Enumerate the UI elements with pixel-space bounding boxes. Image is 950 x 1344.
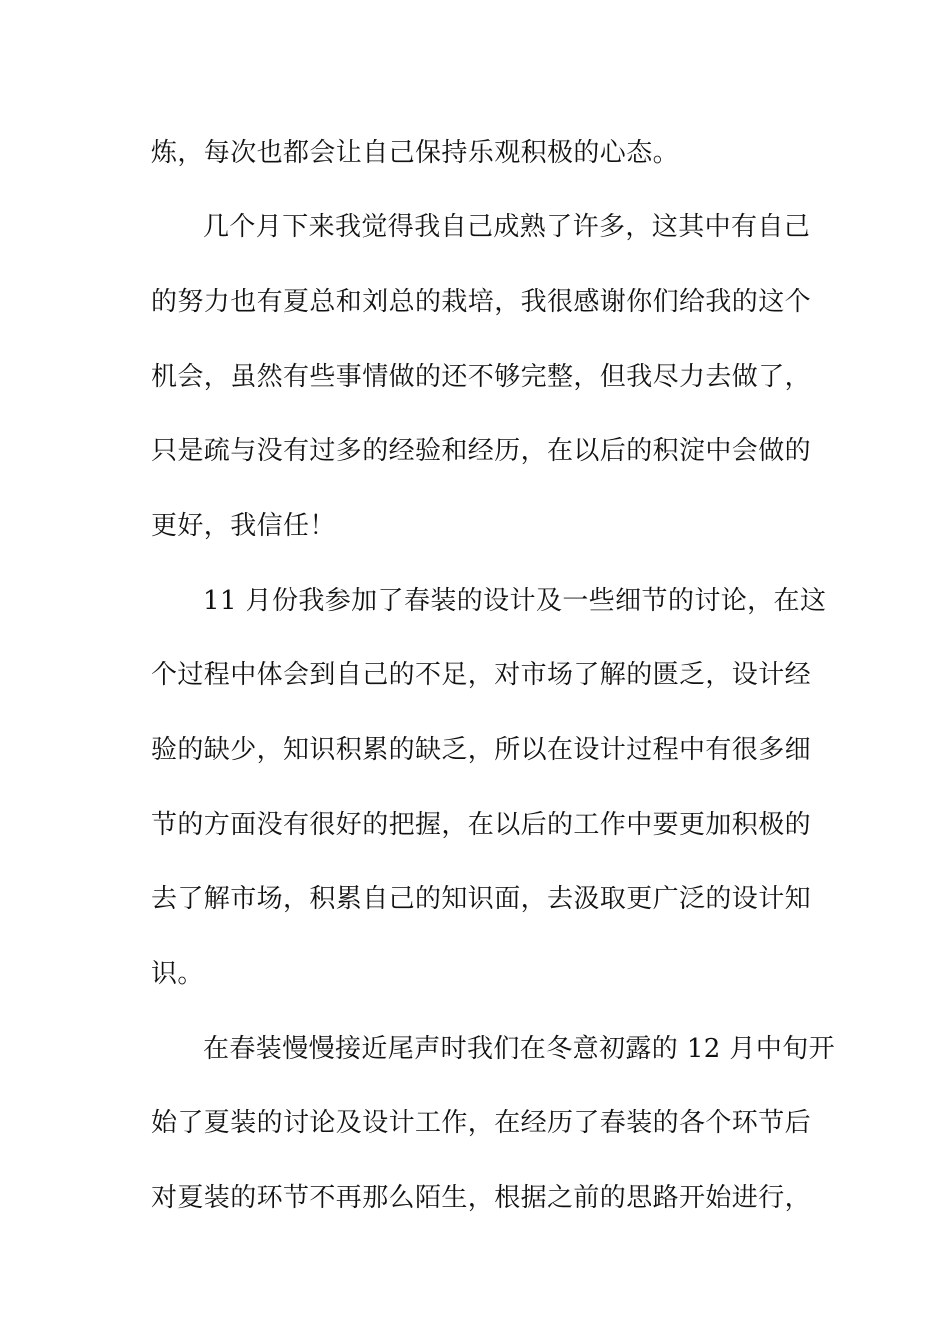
paragraph-start-line: 11 月份我参加了春装的设计及一些细节的讨论，在这 — [203, 586, 827, 616]
text-line: 对夏装的环节不再那么陌生，根据之前的思路开始进行， — [151, 1183, 812, 1213]
text-line: 炼，每次也都会让自己保持乐观积极的心态。 — [151, 138, 680, 168]
text-line: 验的缺少，知识积累的缺乏，所以在设计过程中有很多细 — [151, 735, 812, 765]
text-line: 节的方面没有很好的把握，在以后的工作中要更加积极的 — [151, 810, 812, 840]
text-line: 更好，我信任！ — [151, 511, 336, 541]
paragraph-start-line: 几个月下来我觉得我自己成熟了许多，这其中有自己 — [203, 212, 811, 242]
text-line: 识。 — [151, 959, 204, 989]
text-line: 只是疏与没有过多的经验和经历，在以后的积淀中会做的 — [151, 436, 812, 466]
text-line: 机会，虽然有些事情做的还不够完整，但我尽力去做了， — [151, 362, 812, 392]
text-line: 个过程中体会到自己的不足，对市场了解的匮乏，设计经 — [151, 660, 812, 690]
text-line: 始了夏装的讨论及设计工作，在经历了春装的各个环节后 — [151, 1108, 812, 1138]
paragraph-start-line: 在春装慢慢接近尾声时我们在冬意初露的 12 月中旬开 — [203, 1034, 836, 1064]
text-line: 的努力也有夏总和刘总的栽培，我很感谢你们给我的这个 — [151, 287, 812, 317]
text-line: 去了解市场，积累自己的知识面，去汲取更广泛的设计知 — [151, 884, 812, 914]
